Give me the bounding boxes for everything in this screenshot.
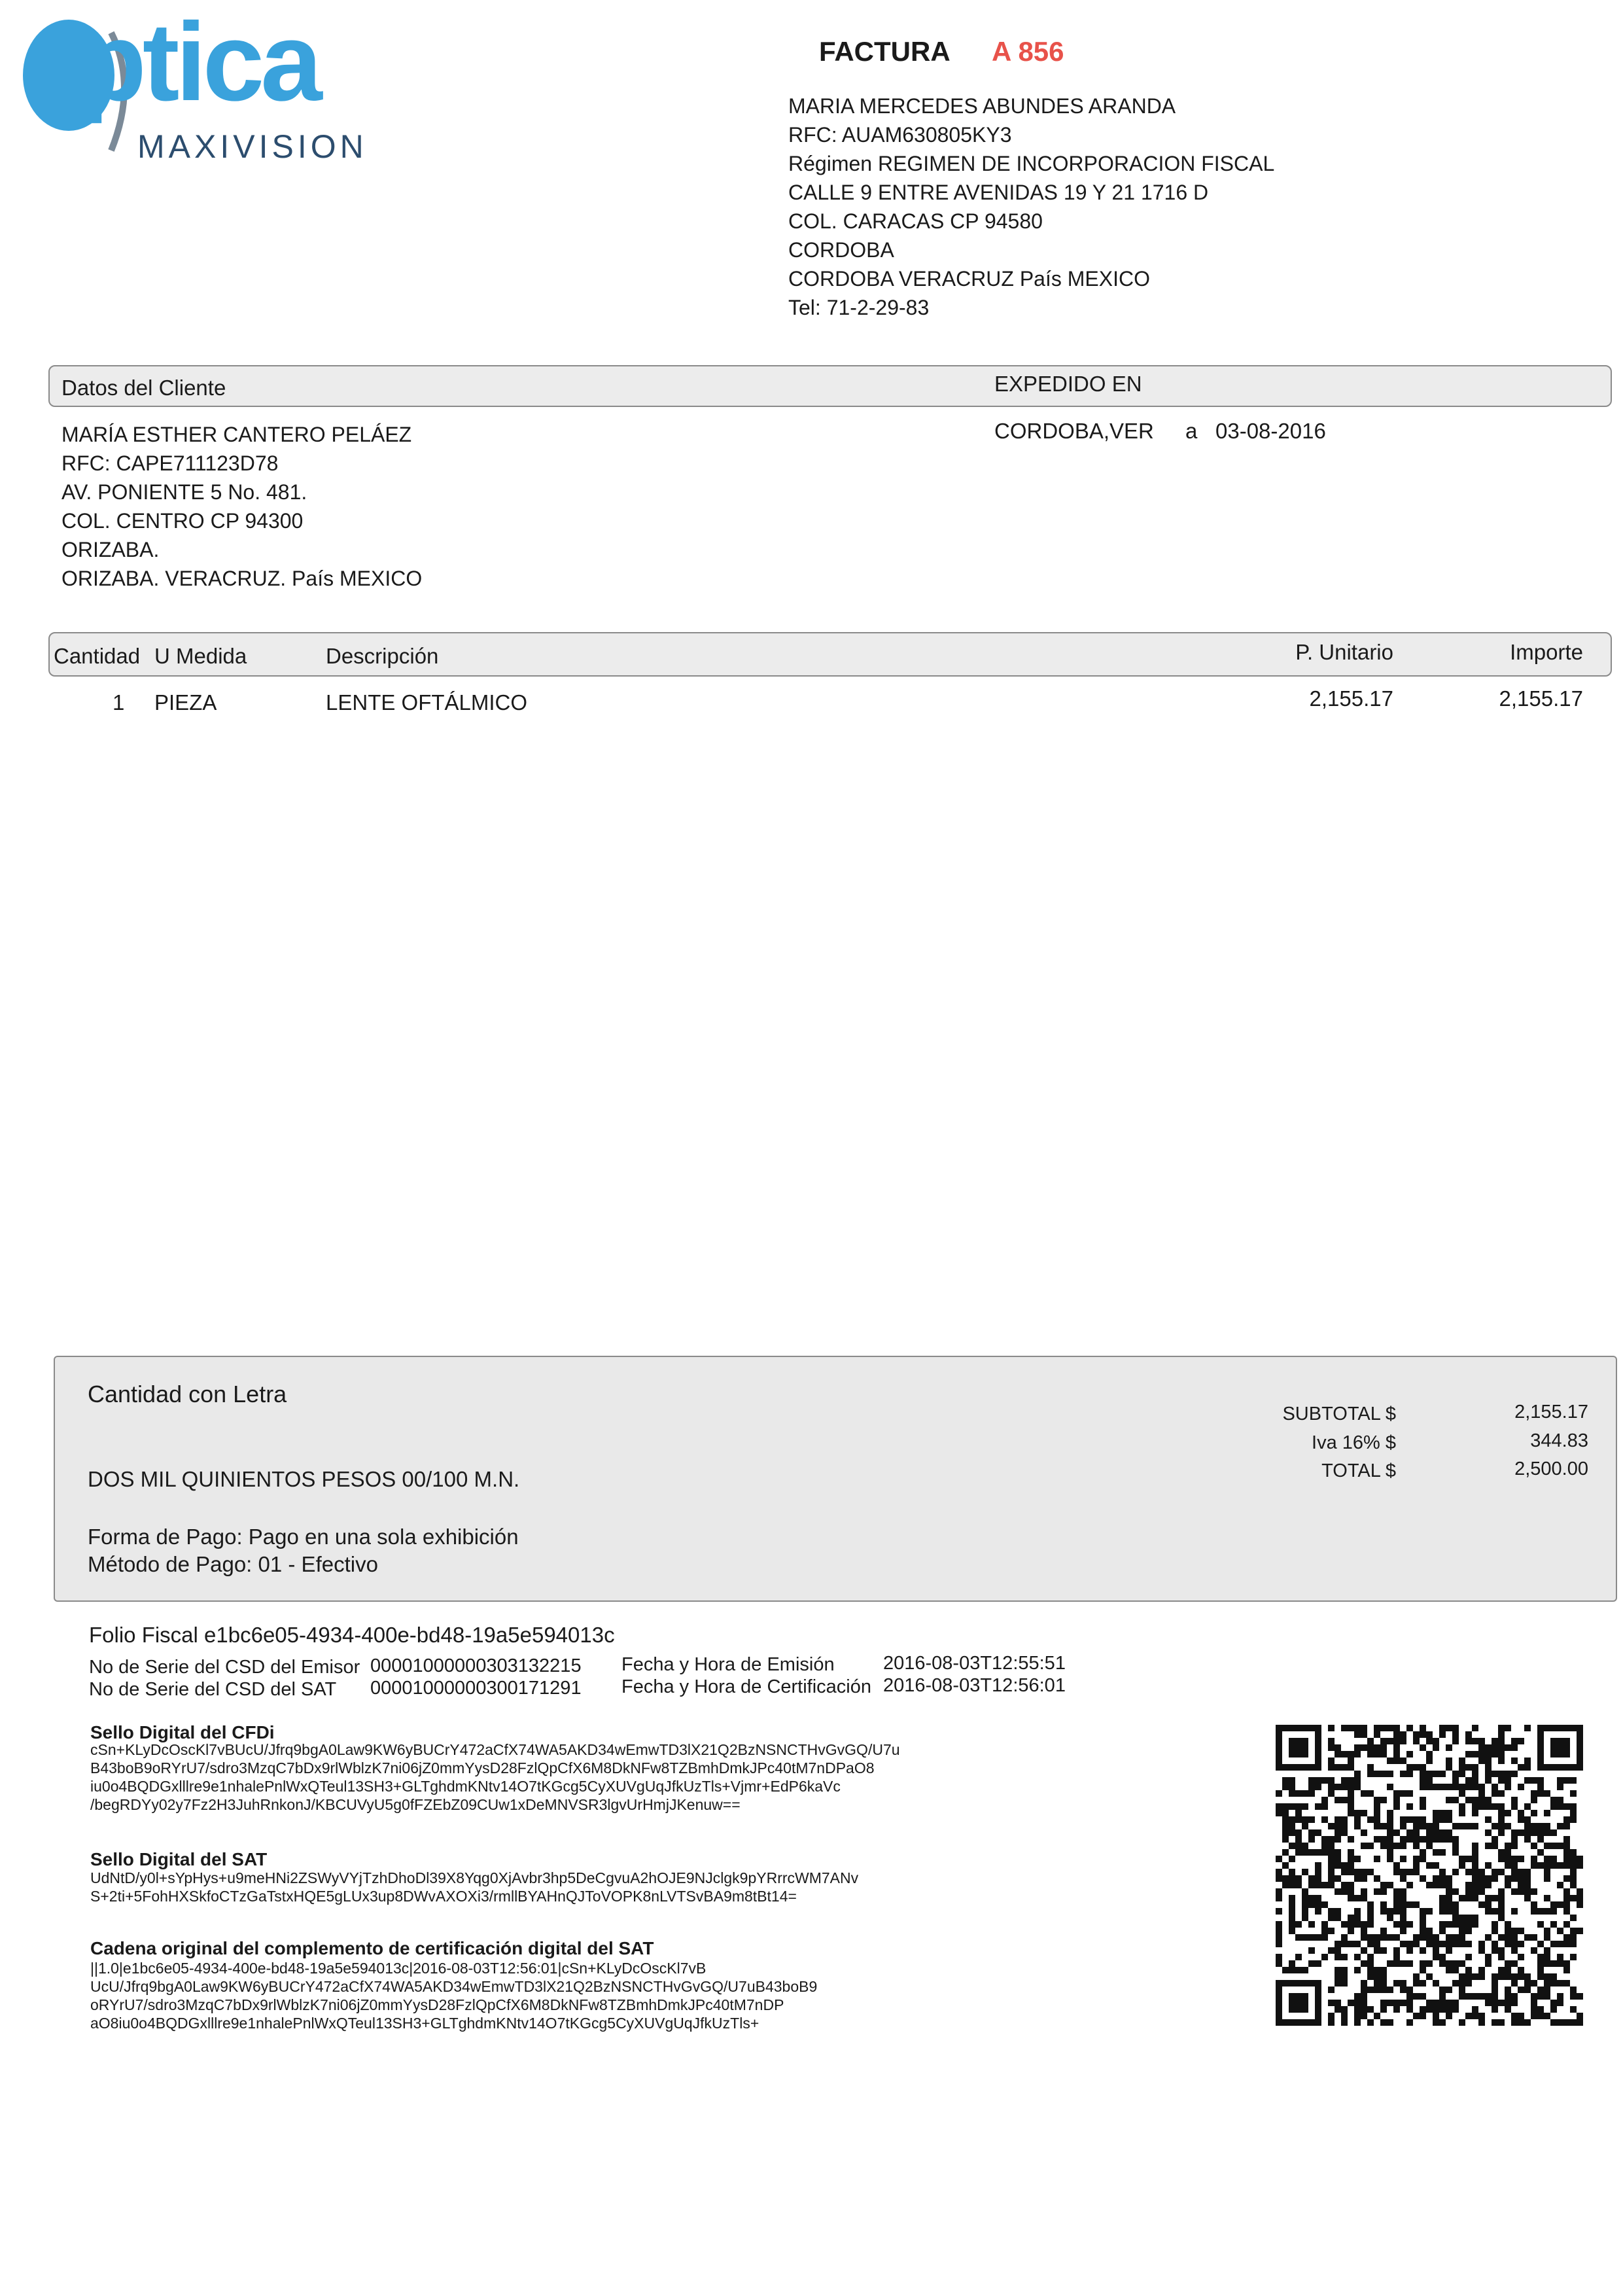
sello-sat-line: UdNtD/y0l+sYpHys+u9meHNi2ZSWyVYjTzhDhoDl39X8Yqg0XjAvbr3hp5DeCgvuA2hOJE9NJclgk9pYRrrcWM7ANv bbox=[90, 1869, 859, 1886]
emisor-state: CORDOBA VERACRUZ País MEXICO bbox=[788, 267, 1150, 291]
forma-pago: Forma de Pago: Pago en una sola exhibición bbox=[88, 1525, 519, 1549]
col-punitario: P. Unitario bbox=[1295, 640, 1393, 664]
client-state: ORIZABA. VERACRUZ. País MEXICO bbox=[61, 567, 423, 590]
client-name: MARÍA ESTHER CANTERO PELÁEZ bbox=[61, 423, 412, 446]
document-type: FACTURA bbox=[819, 36, 951, 67]
certificacion-value: 2016-08-03T12:56:01 bbox=[883, 1675, 1066, 1696]
sello-cfdi-line: cSn+KLyDcOscKl7vBUcU/Jfrq9bgA0Law9KW6yBUCrY472aCfX74WA5AKD34wEmwTD3lX21Q2BzNSNCTHvGvGQ/U7u bbox=[90, 1741, 900, 1758]
cadena-line: ||1.0|e1bc6e05-4934-400e-bd48-19a5e594013c|2016-08-03T12:56:01|cSn+KLyDcOscKl7vB bbox=[90, 1960, 707, 1977]
emisor-city: CORDOBA bbox=[788, 238, 894, 262]
cadena-line: oRYrU7/sdro3MzqC7bDx9rlWblzK7ni06jZ0mmYysD28FzlQpCfX6M8DkNFw8TZBmhDmkJPc40tM7nDP bbox=[90, 1996, 784, 2013]
row-importe: 2,155.17 bbox=[1499, 686, 1583, 711]
emision-label: Fecha y Hora de Emisión bbox=[621, 1654, 835, 1675]
row-punitario: 2,155.17 bbox=[1309, 686, 1393, 711]
certificacion-label: Fecha y Hora de Certificación bbox=[621, 1676, 871, 1697]
sello-cfdi-line: /begRDYy02y7Fz2H3JuhRnkonJ/KBCUVyU5g0fFZEbZ09CUw1xDeMNVSR3lgvUrHmjJKenuw== bbox=[90, 1796, 741, 1813]
folio-fiscal: Folio Fiscal e1bc6e05-4934-400e-bd48-19a5e594013c bbox=[89, 1623, 615, 1647]
iva-label: Iva 16% $ bbox=[1312, 1432, 1396, 1453]
qr-code-icon bbox=[1276, 1725, 1583, 2026]
serie-sat-label: No de Serie del CSD del SAT bbox=[89, 1679, 337, 1700]
iva-value: 344.83 bbox=[1530, 1430, 1588, 1451]
expedido-a: a bbox=[1185, 419, 1198, 443]
cadena-title: Cadena original del complemento de certificación digital del SAT bbox=[90, 1938, 654, 1958]
sello-cfdi-line: iu0o4BQDGxlllre9e1nhalePnlWxQTeul13SH3+GLTghdmKNtv14O7tKGcg5CyXUVgUqJfkUzTls+Vjmr+EdP6kaVc bbox=[90, 1778, 841, 1795]
client-block bbox=[61, 420, 422, 593]
total-label: TOTAL $ bbox=[1321, 1460, 1396, 1481]
emisor-phone: Tel: 71-2-29-83 bbox=[788, 296, 930, 319]
col-cantidad: Cantidad bbox=[54, 644, 141, 668]
serie-emisor: 00001000000303132215 bbox=[370, 1655, 582, 1676]
client-address: AV. PONIENTE 5 No. 481. bbox=[61, 480, 307, 504]
sello-cfdi-line: B43boB9oRYrU7/sdro3MzqC7bDx9rlWblzK7ni06jZ0mmYysD28FzlQpCfX6M8DkNFw8TZBmhDmkJPc40tM7nDPaO8 bbox=[90, 1759, 875, 1776]
row-cantidad: 1 bbox=[113, 690, 125, 715]
subtotal-value: 2,155.17 bbox=[1514, 1402, 1588, 1422]
sello-sat-block bbox=[90, 1869, 1111, 1905]
col-umedida: U Medida bbox=[154, 644, 247, 668]
logo-brand-word: ptica bbox=[79, 0, 319, 124]
col-descripcion: Descripción bbox=[326, 644, 439, 668]
expedido-label: EXPEDIDO EN bbox=[994, 372, 1142, 396]
emisor-address: CALLE 9 ENTRE AVENIDAS 19 Y 21 1716 D bbox=[788, 181, 1209, 204]
sello-cfdi-title: Sello Digital del CFDi bbox=[90, 1722, 275, 1742]
row-descripcion: LENTE OFTÁLMICO bbox=[326, 690, 528, 715]
optica-maxivision-logo bbox=[13, 0, 368, 170]
cantidad-letra: DOS MIL QUINIENTOS PESOS 00/100 M.N. bbox=[88, 1467, 520, 1491]
emisor-colonia: COL. CARACAS CP 94580 bbox=[788, 209, 1043, 233]
expedido-place: CORDOBA,VER bbox=[994, 419, 1154, 443]
table-row bbox=[0, 686, 1623, 723]
emisor-rfc: RFC: AUAM630805KY3 bbox=[788, 123, 1012, 147]
emisor-name: MARIA MERCEDES ABUNDES ARANDA bbox=[788, 94, 1176, 118]
sello-sat-title: Sello Digital del SAT bbox=[90, 1849, 268, 1869]
emision-value: 2016-08-03T12:55:51 bbox=[883, 1653, 1066, 1674]
invoice-folio: A 856 bbox=[992, 36, 1064, 67]
sello-cfdi-block bbox=[90, 1740, 1111, 1814]
row-umedida: PIEZA bbox=[154, 690, 217, 715]
cadena-block bbox=[90, 1959, 1111, 2032]
serie-emisor-label: No de Serie del CSD del Emisor bbox=[89, 1657, 360, 1678]
sello-sat-line: S+2ti+5FohHXSkfoCTzGaTstxHQE5gLUx3up8DWvAXOXi3/rmllBYAHnQJToVOPK8nLVTSvBA9m8tBt14= bbox=[90, 1888, 797, 1905]
qr-code bbox=[1276, 1725, 1583, 2026]
subtotal-label: SUBTOTAL $ bbox=[1282, 1404, 1396, 1424]
cantidad-letra-label: Cantidad con Letra bbox=[88, 1381, 287, 1407]
cadena-line: aO8iu0o4BQDGxlllre9e1nhalePnlWxQTeul13SH3+GLTghdmKNtv14O7tKGcg5CyXUVgUqJfkUzTls+ bbox=[90, 2015, 759, 2032]
client-colonia: COL. CENTRO CP 94300 bbox=[61, 509, 304, 533]
client-section-label: Datos del Cliente bbox=[61, 376, 226, 400]
logo-brand-sub: MAXIVISION bbox=[137, 128, 368, 165]
expedido-date: 03-08-2016 bbox=[1215, 419, 1326, 443]
total-value: 2,500.00 bbox=[1514, 1458, 1588, 1479]
col-importe: Importe bbox=[1510, 640, 1583, 664]
metodo-pago: Método de Pago: 01 - Efectivo bbox=[88, 1552, 378, 1576]
client-header-bar bbox=[48, 365, 1612, 407]
cadena-line: UcU/Jfrq9bgA0Law9KW6yBUCrY472aCfX74WA5AKD34wEmwTD3lX21Q2BzNSNCTHvGvGQ/U7uB43boB9 bbox=[90, 1978, 818, 1995]
client-city: ORIZABA. bbox=[61, 538, 160, 561]
emisor-block bbox=[788, 92, 1274, 322]
emisor-regimen: Régimen REGIMEN DE INCORPORACION FISCAL bbox=[788, 152, 1275, 175]
serie-sat: 00001000000300171291 bbox=[370, 1678, 582, 1699]
client-rfc: RFC: CAPE711123D78 bbox=[61, 451, 279, 475]
